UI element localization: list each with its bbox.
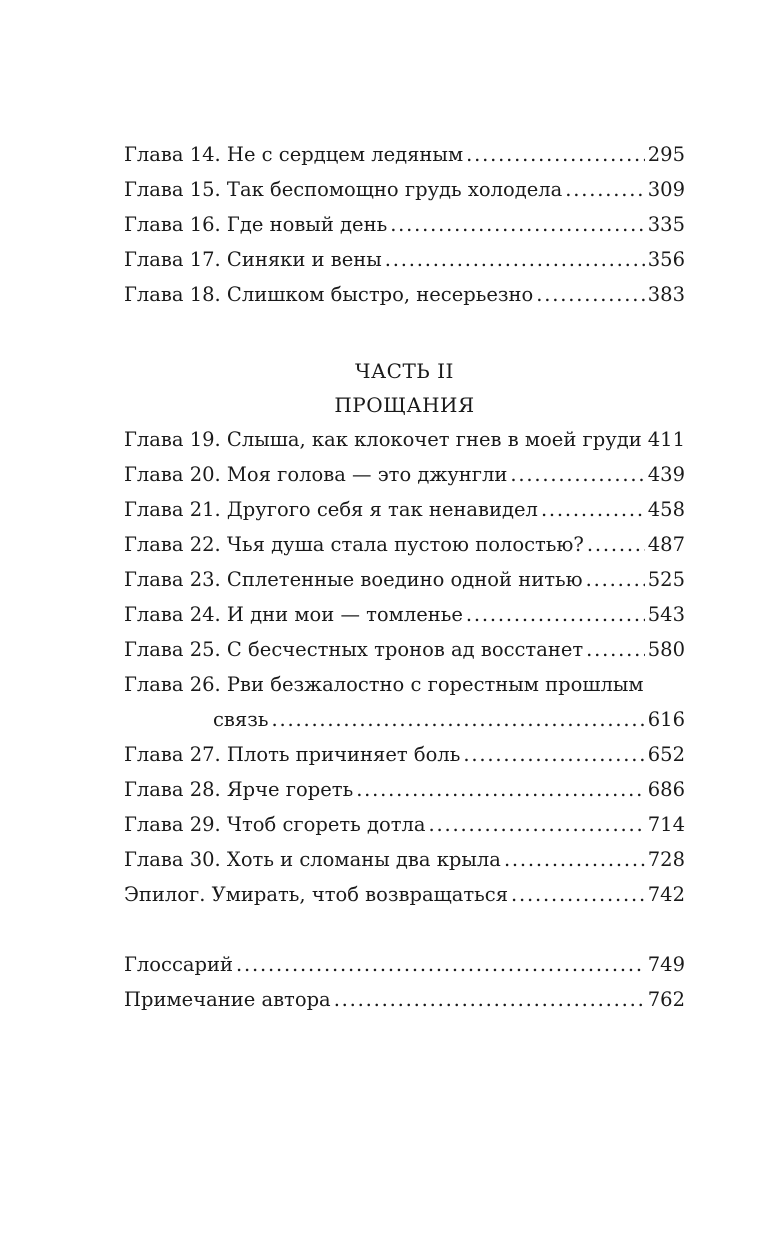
dot-leader (236, 947, 645, 982)
spacer (124, 312, 685, 354)
toc-entry-page: 652 (647, 743, 685, 766)
toc-entry-label: Примечание автора (124, 988, 331, 1011)
toc-entry-label: Глава 27. Плоть причиняет боль (124, 743, 461, 766)
toc-entry-page: 762 (647, 988, 685, 1011)
toc-entry-label: Глава 26. Рви безжалостно с горестным прошлым (124, 673, 644, 696)
dot-leader (586, 562, 645, 597)
toc-entry-ch22 (124, 527, 685, 562)
dot-leader (586, 632, 645, 667)
dot-leader (429, 807, 645, 842)
toc-entry-ch20 (124, 457, 685, 492)
toc-entry-label: Глава 21. Другого себя я так ненавидел (124, 498, 538, 521)
toc-entry-ch25 (124, 632, 685, 667)
toc-entry-page: 728 (647, 848, 685, 871)
dot-leader (511, 877, 645, 912)
dot-leader (334, 982, 645, 1017)
toc-entry-page: 356 (647, 248, 685, 271)
toc-entry-ch26-line1 (124, 667, 685, 702)
toc-entry-ch30 (124, 842, 685, 877)
toc-entry-ch14 (124, 137, 685, 172)
toc-entry-page: 411 (647, 428, 685, 451)
toc-entry-page: 525 (647, 568, 685, 591)
toc-entry-label: Глава 29. Чтоб сгореть дотла (124, 813, 426, 836)
toc-entry-ch28 (124, 772, 685, 807)
toc-entry-page: 335 (647, 213, 685, 236)
toc-entry-ch15 (124, 172, 685, 207)
toc-entry-page: 742 (647, 883, 685, 906)
toc-entry-ch16 (124, 207, 685, 242)
toc-entry-page: 487 (647, 533, 685, 556)
toc-entry-ch19 (124, 422, 685, 457)
toc-entry-ch26-line2 (124, 702, 685, 737)
dot-leader (466, 597, 645, 632)
toc-entry-ch23 (124, 562, 685, 597)
toc-entry-label: связь (213, 708, 269, 731)
dot-leader (356, 772, 645, 807)
spacer (124, 912, 685, 947)
dot-leader (510, 457, 644, 492)
toc-entry-epilogue (124, 877, 685, 912)
toc-entry-label: Глава 23. Сплетенные воедино одной нитью (124, 568, 583, 591)
toc-entry-page: 295 (647, 143, 685, 166)
toc-entry-ch18 (124, 277, 685, 312)
toc-entry-ch24 (124, 597, 685, 632)
toc-entry-page: 439 (647, 463, 685, 486)
toc-entry-label: Эпилог. Умирать, чтоб возвращаться (124, 883, 509, 906)
toc-entry-glossary (124, 947, 685, 982)
dot-leader (271, 702, 644, 737)
toc-entry-label: Глава 30. Хоть и сломаны два крыла (124, 848, 501, 871)
toc-entry-page: 458 (647, 498, 685, 521)
toc-entry-page: 543 (647, 603, 685, 626)
part-title-heading: ПРОЩАНИЯ (334, 393, 475, 417)
dot-leader (587, 527, 645, 562)
toc-entry-label: Глава 22. Чья душа стала пустою полостью? (124, 533, 584, 556)
toc-entry-page: 749 (647, 953, 685, 976)
toc-entry-label: Глава 19. Слыша, как клокочет гнев в моей груди (124, 428, 642, 451)
toc-entry-page: 580 (647, 638, 685, 661)
toc-entry-ch17 (124, 242, 685, 277)
dot-leader (504, 842, 645, 877)
dot-leader (536, 277, 645, 312)
toc-entry-ch27 (124, 737, 685, 772)
toc-entry-label: Глава 28. Ярче гореть (124, 778, 354, 801)
toc-entry-label: Глоссарий (124, 953, 233, 976)
table-of-contents (124, 137, 685, 1017)
toc-entry-page: 686 (647, 778, 685, 801)
toc-entry-label: Глава 25. С бесчестных тронов ад восстанет (124, 638, 584, 661)
toc-entry-ch21 (124, 492, 685, 527)
toc-entry-label: Глава 18. Слишком быстро, несерьезно (124, 283, 534, 306)
toc-entry-label: Глава 17. Синяки и вены (124, 248, 382, 271)
toc-entry-page: 383 (647, 283, 685, 306)
dot-leader (541, 492, 645, 527)
toc-entry-page: 714 (647, 813, 685, 836)
toc-entry-label: Глава 20. Моя голова — это джунгли (124, 463, 508, 486)
dot-leader (565, 172, 644, 207)
toc-entry-page: 309 (647, 178, 685, 201)
toc-entry-label: Глава 14. Не с сердцем ледяным (124, 143, 464, 166)
dot-leader (385, 242, 645, 277)
dot-leader (390, 207, 645, 242)
toc-entry-ch29 (124, 807, 685, 842)
toc-entry-label: Глава 16. Где новый день (124, 213, 388, 236)
toc-entry-author-note (124, 982, 685, 1017)
toc-entry-label: Глава 15. Так беспомощно грудь холодела (124, 178, 563, 201)
toc-entry-page: 616 (647, 708, 685, 731)
toc-entry-label: Глава 24. И дни мои — томленье (124, 603, 463, 626)
dot-leader (466, 137, 645, 172)
part-number-heading: ЧАСТЬ II (355, 359, 454, 383)
dot-leader (463, 737, 644, 772)
